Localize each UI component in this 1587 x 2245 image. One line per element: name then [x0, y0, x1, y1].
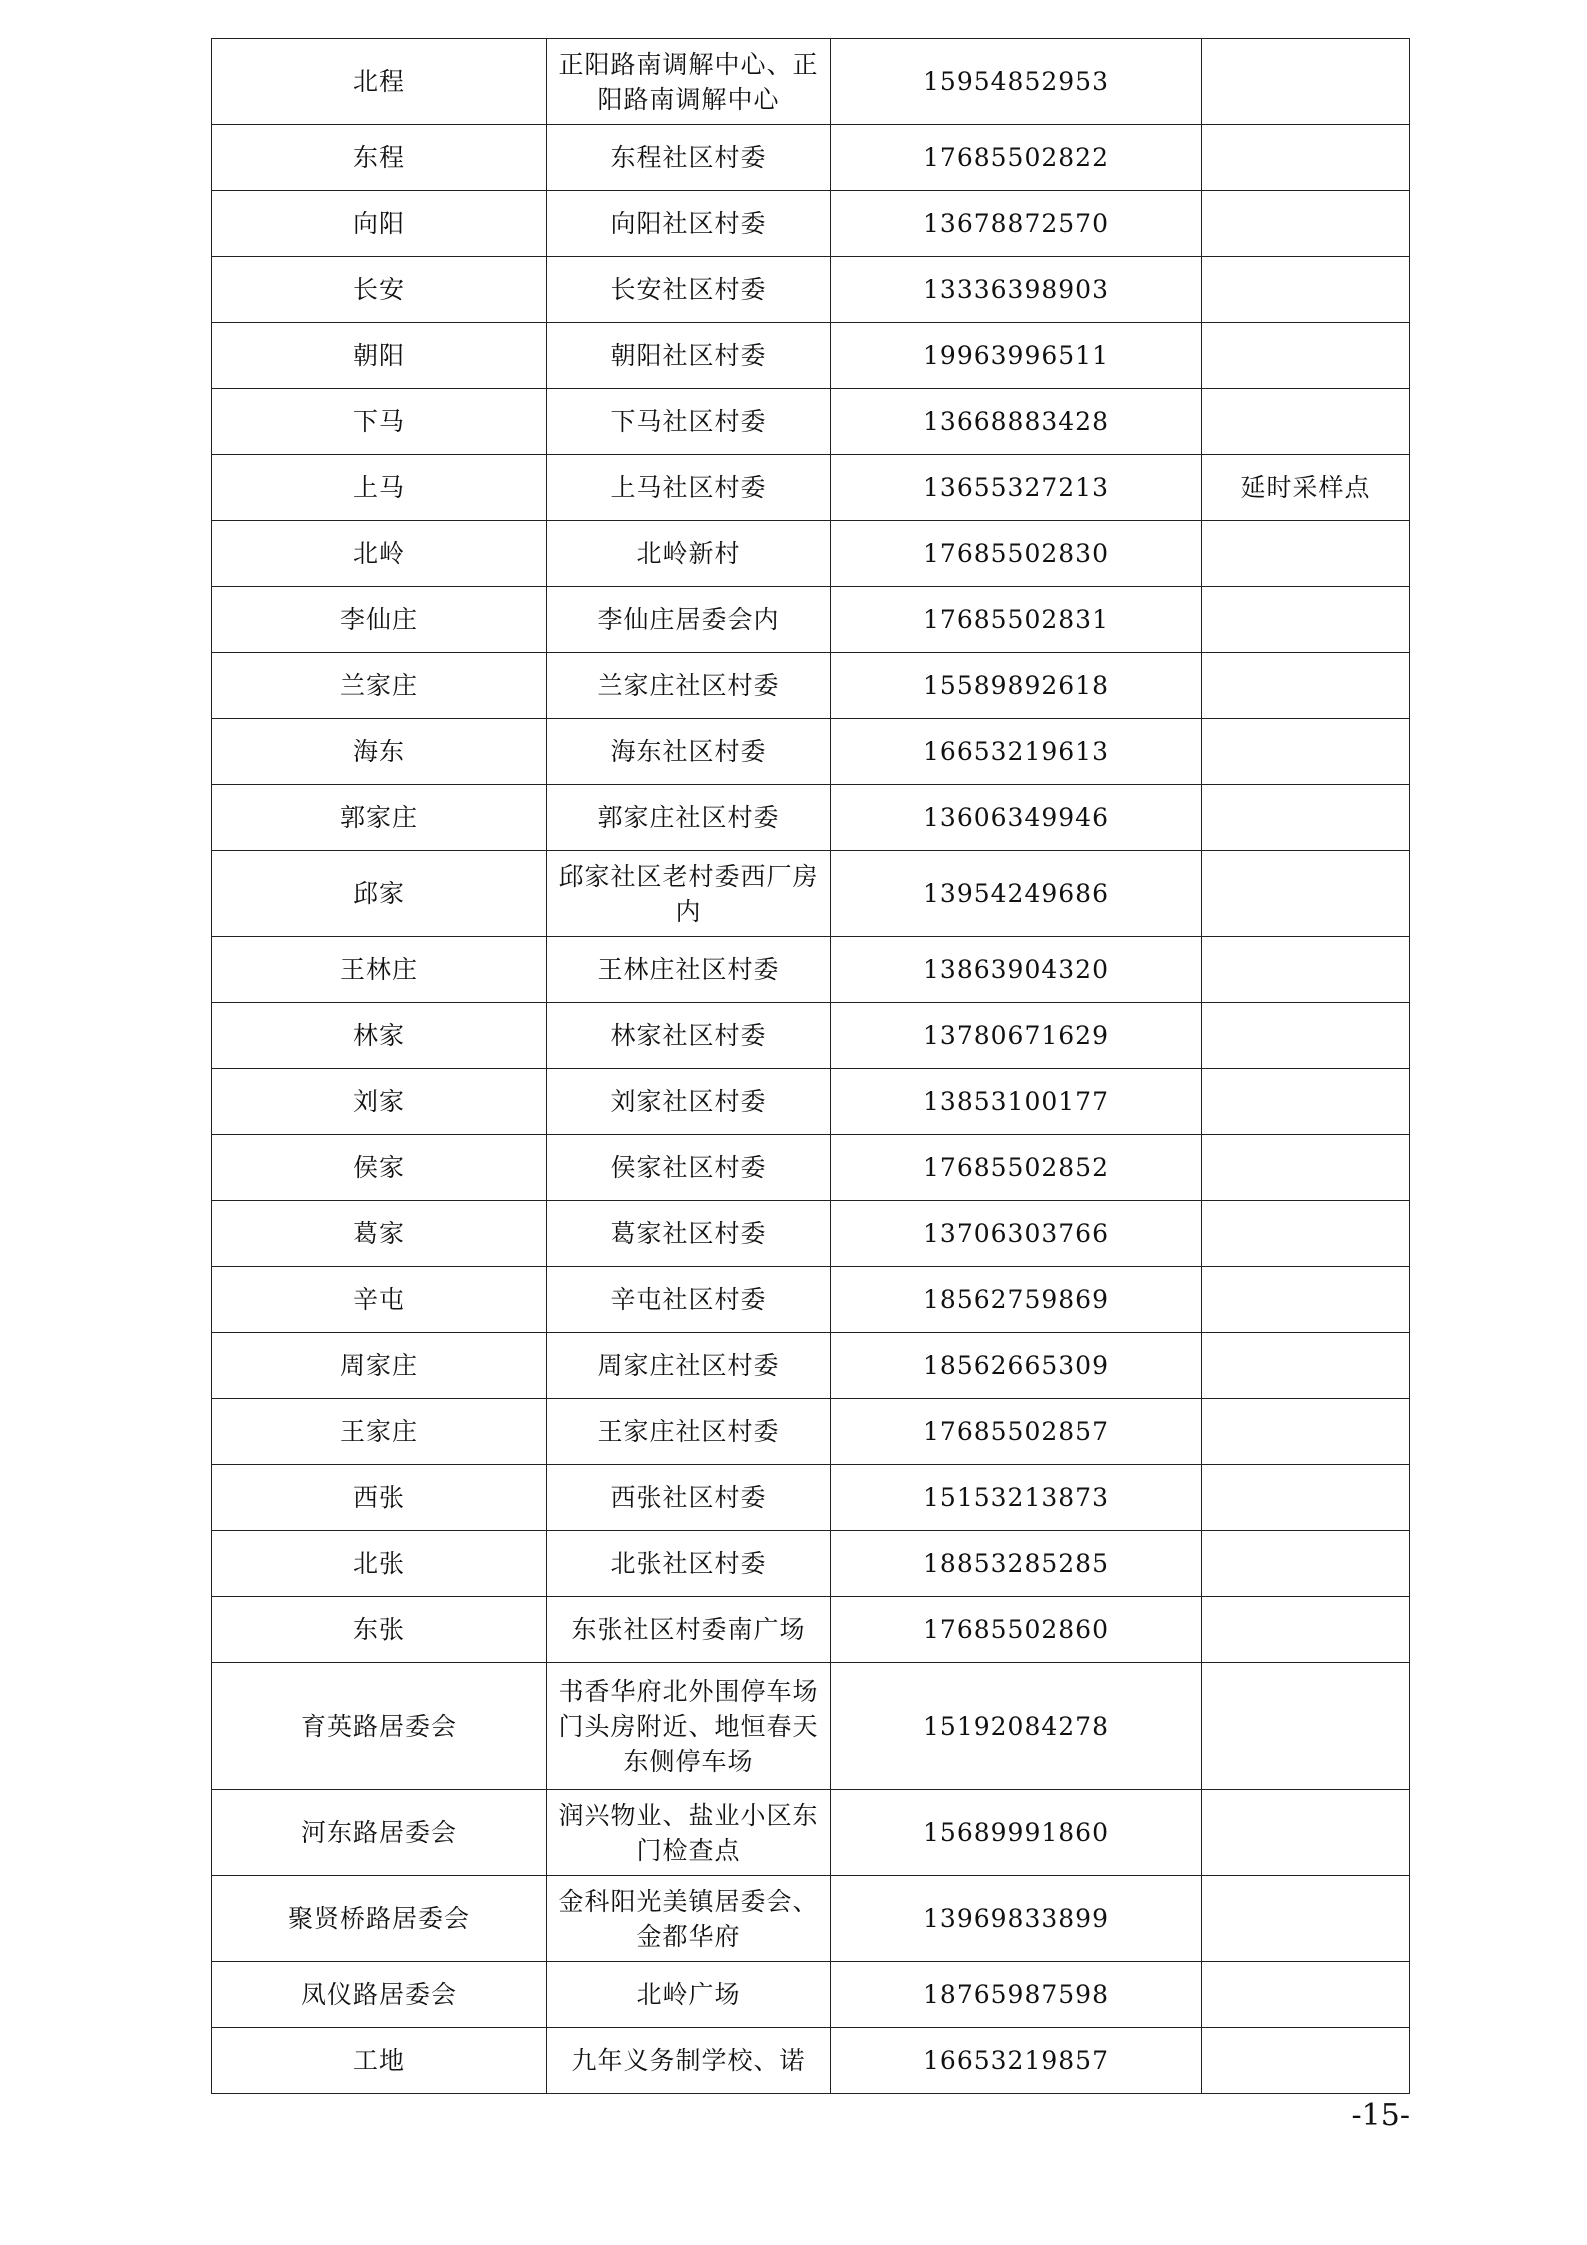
cell-phone: 13655327213 [831, 455, 1202, 521]
cell-note [1202, 1333, 1410, 1399]
cell-phone: 19963996511 [831, 323, 1202, 389]
cell-area: 葛家 [212, 1201, 547, 1267]
cell-area: 凤仪路居委会 [212, 1962, 547, 2028]
cell-location: 北岭广场 [547, 1962, 831, 2028]
cell-phone: 13853100177 [831, 1069, 1202, 1135]
cell-note [1202, 39, 1410, 125]
table-row [212, 719, 1410, 785]
table-row [212, 653, 1410, 719]
cell-area: 西张 [212, 1465, 547, 1531]
table-row [212, 1876, 1410, 1962]
cell-phone: 13969833899 [831, 1876, 1202, 1962]
cell-phone: 17685502831 [831, 587, 1202, 653]
table-row [212, 1135, 1410, 1201]
cell-note: 延时采样点 [1202, 455, 1410, 521]
cell-note [1202, 521, 1410, 587]
table-row [212, 257, 1410, 323]
cell-area: 河东路居委会 [212, 1790, 547, 1876]
cell-note [1202, 1201, 1410, 1267]
cell-area: 刘家 [212, 1069, 547, 1135]
cell-area: 邱家 [212, 851, 547, 937]
table-row [212, 1531, 1410, 1597]
cell-area: 上马 [212, 455, 547, 521]
cell-note [1202, 1790, 1410, 1876]
cell-note [1202, 1267, 1410, 1333]
cell-note [1202, 1876, 1410, 1962]
cell-note [1202, 125, 1410, 191]
cell-location: 向阳社区村委 [547, 191, 831, 257]
cell-phone: 18765987598 [831, 1962, 1202, 2028]
table-body [212, 39, 1410, 2094]
cell-note [1202, 1003, 1410, 1069]
cell-location: 朝阳社区村委 [547, 323, 831, 389]
cell-note [1202, 2028, 1410, 2094]
cell-area: 东张 [212, 1597, 547, 1663]
table-row [212, 1962, 1410, 2028]
table-row [212, 1201, 1410, 1267]
cell-phone: 13780671629 [831, 1003, 1202, 1069]
cell-phone: 13606349946 [831, 785, 1202, 851]
cell-note [1202, 719, 1410, 785]
table-row [212, 39, 1410, 125]
cell-phone: 15153213873 [831, 1465, 1202, 1531]
cell-phone: 16653219857 [831, 2028, 1202, 2094]
cell-location: 海东社区村委 [547, 719, 831, 785]
cell-phone: 18562759869 [831, 1267, 1202, 1333]
cell-location: 九年义务制学校、诺 [547, 2028, 831, 2094]
cell-phone: 17685502852 [831, 1135, 1202, 1201]
cell-note [1202, 785, 1410, 851]
table-row [212, 323, 1410, 389]
cell-phone: 17685502822 [831, 125, 1202, 191]
table-row [212, 1333, 1410, 1399]
cell-note [1202, 1962, 1410, 2028]
cell-note [1202, 1531, 1410, 1597]
cell-area: 郭家庄 [212, 785, 547, 851]
cell-note [1202, 1135, 1410, 1201]
cell-area: 兰家庄 [212, 653, 547, 719]
table-row [212, 1069, 1410, 1135]
cell-location: 北张社区村委 [547, 1531, 831, 1597]
cell-location: 上马社区村委 [547, 455, 831, 521]
cell-note [1202, 257, 1410, 323]
cell-location: 邱家社区老村委西厂房内 [547, 851, 831, 937]
cell-area: 周家庄 [212, 1333, 547, 1399]
cell-note [1202, 587, 1410, 653]
table-row [212, 125, 1410, 191]
cell-location: 下马社区村委 [547, 389, 831, 455]
cell-phone: 17685502857 [831, 1399, 1202, 1465]
cell-note [1202, 1069, 1410, 1135]
cell-note [1202, 1399, 1410, 1465]
table-row [212, 1465, 1410, 1531]
cell-area: 林家 [212, 1003, 547, 1069]
table-row [212, 2028, 1410, 2094]
cell-location: 东程社区村委 [547, 125, 831, 191]
cell-location: 王林庄社区村委 [547, 937, 831, 1003]
cell-phone: 15192084278 [831, 1663, 1202, 1790]
cell-location: 侯家社区村委 [547, 1135, 831, 1201]
cell-phone: 16653219613 [831, 719, 1202, 785]
cell-location: 辛屯社区村委 [547, 1267, 831, 1333]
cell-area: 长安 [212, 257, 547, 323]
cell-area: 朝阳 [212, 323, 547, 389]
table-row [212, 1399, 1410, 1465]
table-row [212, 1597, 1410, 1663]
table-row [212, 1663, 1410, 1790]
cell-area: 东程 [212, 125, 547, 191]
cell-location: 兰家庄社区村委 [547, 653, 831, 719]
cell-location: 书香华府北外围停车场门头房附近、地恒春天东侧停车场 [547, 1663, 831, 1790]
cell-note [1202, 937, 1410, 1003]
cell-phone: 17685502830 [831, 521, 1202, 587]
cell-note [1202, 389, 1410, 455]
cell-area: 辛屯 [212, 1267, 547, 1333]
cell-phone: 13678872570 [831, 191, 1202, 257]
cell-note [1202, 1597, 1410, 1663]
cell-location: 润兴物业、盐业小区东门检查点 [547, 1790, 831, 1876]
cell-area: 育英路居委会 [212, 1663, 547, 1790]
table-row [212, 1790, 1410, 1876]
cell-area: 聚贤桥路居委会 [212, 1876, 547, 1962]
page-number: -15- [1351, 2098, 1410, 2133]
cell-location: 正阳路南调解中心、正阳路南调解中心 [547, 39, 831, 125]
cell-area: 下马 [212, 389, 547, 455]
cell-location: 王家庄社区村委 [547, 1399, 831, 1465]
cell-phone: 13668883428 [831, 389, 1202, 455]
cell-phone: 13336398903 [831, 257, 1202, 323]
cell-phone: 15689991860 [831, 1790, 1202, 1876]
cell-phone: 15954852953 [831, 39, 1202, 125]
cell-phone: 15589892618 [831, 653, 1202, 719]
cell-area: 向阳 [212, 191, 547, 257]
sampling-sites-table [211, 38, 1410, 2094]
table-row [212, 1003, 1410, 1069]
table-row [212, 1267, 1410, 1333]
cell-note [1202, 191, 1410, 257]
table-row [212, 785, 1410, 851]
table-row [212, 937, 1410, 1003]
table-row [212, 455, 1410, 521]
cell-location: 郭家庄社区村委 [547, 785, 831, 851]
cell-area: 王林庄 [212, 937, 547, 1003]
cell-location: 西张社区村委 [547, 1465, 831, 1531]
cell-location: 林家社区村委 [547, 1003, 831, 1069]
cell-location: 长安社区村委 [547, 257, 831, 323]
cell-phone: 13954249686 [831, 851, 1202, 937]
cell-phone: 13863904320 [831, 937, 1202, 1003]
table-row [212, 851, 1410, 937]
cell-area: 李仙庄 [212, 587, 547, 653]
cell-area: 工地 [212, 2028, 547, 2094]
cell-area: 北张 [212, 1531, 547, 1597]
table-row [212, 521, 1410, 587]
cell-phone: 17685502860 [831, 1597, 1202, 1663]
cell-area: 北岭 [212, 521, 547, 587]
cell-note [1202, 323, 1410, 389]
cell-location: 东张社区村委南广场 [547, 1597, 831, 1663]
cell-note [1202, 1465, 1410, 1531]
cell-area: 北程 [212, 39, 547, 125]
cell-location: 金科阳光美镇居委会、金都华府 [547, 1876, 831, 1962]
cell-phone: 18562665309 [831, 1333, 1202, 1399]
table-row [212, 191, 1410, 257]
cell-location: 葛家社区村委 [547, 1201, 831, 1267]
cell-location: 李仙庄居委会内 [547, 587, 831, 653]
cell-area: 海东 [212, 719, 547, 785]
cell-location: 刘家社区村委 [547, 1069, 831, 1135]
cell-note [1202, 851, 1410, 937]
cell-area: 王家庄 [212, 1399, 547, 1465]
cell-location: 北岭新村 [547, 521, 831, 587]
table-row [212, 587, 1410, 653]
cell-note [1202, 1663, 1410, 1790]
cell-phone: 13706303766 [831, 1201, 1202, 1267]
cell-note [1202, 653, 1410, 719]
cell-area: 侯家 [212, 1135, 547, 1201]
cell-phone: 18853285285 [831, 1531, 1202, 1597]
cell-location: 周家庄社区村委 [547, 1333, 831, 1399]
table-row [212, 389, 1410, 455]
